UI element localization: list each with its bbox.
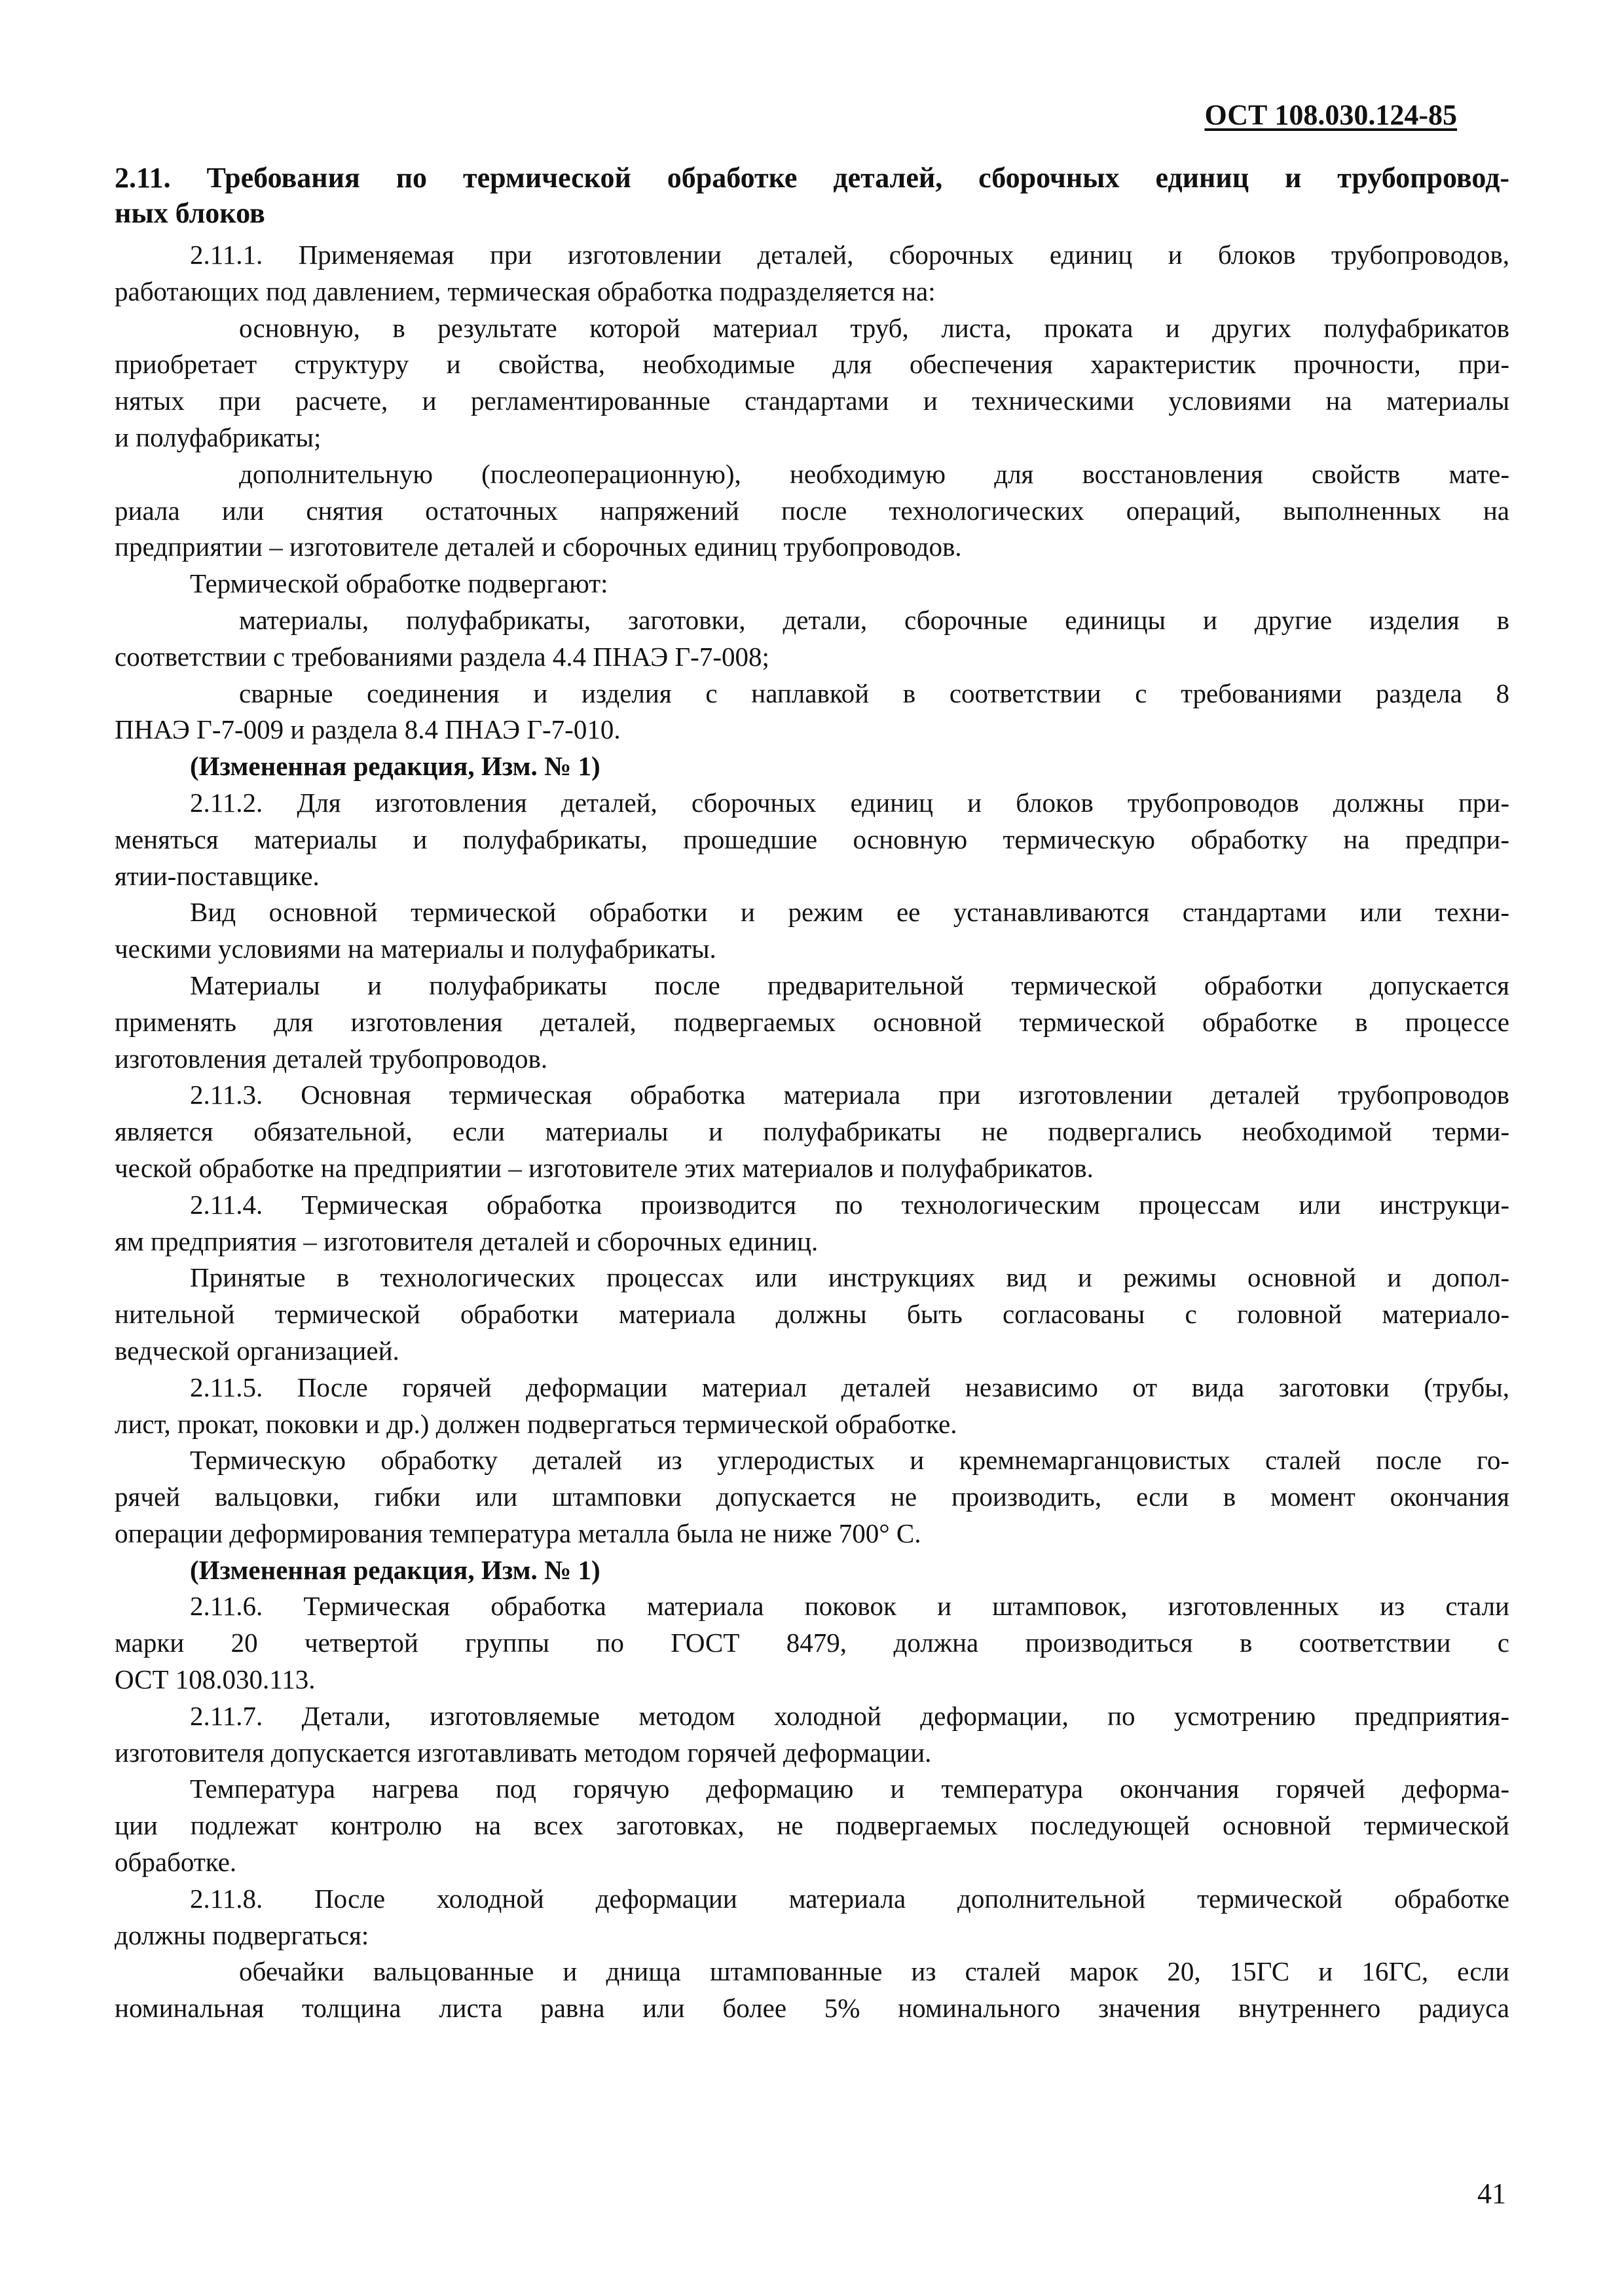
text-line: изготовителя допускается изготавливать методом горячей деформации. xyxy=(115,1737,932,1768)
text-line: ческой обработке на предприятии – изготовителе этих материалов и полуфабрикатов. xyxy=(115,1152,1094,1183)
section-heading-line-2: ных блоков xyxy=(115,197,265,229)
text-line: является обязательной, если материалы и полуфабрикаты не подвергались необходимой терми- xyxy=(115,1116,1509,1147)
text-line: 2.11.8. После холодной деформации материала дополнительной термической обработке xyxy=(190,1883,1509,1914)
text-line: рячей вальцовки, гибки или штамповки допускается не производить, если в момент окончания xyxy=(115,1482,1509,1512)
text-line: номинальная толщина листа равна или более 5% номинального значения внутреннего радиуса xyxy=(115,1993,1509,2024)
text-line: (Измененная редакция, Изм. № 1) xyxy=(190,751,600,782)
text-line: Вид основной термической обработки и режим ее устанавливаются стандартами или техни- xyxy=(190,897,1509,928)
text-line: сварные соединения и изделия с наплавкой в соответствии с требованиями раздела 8 xyxy=(239,678,1509,708)
text-line: нительной термической обработки материала должны быть согласованы с головной материало- xyxy=(115,1299,1509,1330)
section-heading-line-1: 2.11. Требования по термической обработке деталей, сборочных единиц и трубопровод- xyxy=(115,162,1509,194)
text-line: марки 20 четвертой группы по ГОСТ 8479, должна производиться в соответствии с xyxy=(115,1628,1509,1658)
text-line: нятых при расчете, и регламентированные стандартами и техническими условиями на материалы xyxy=(115,386,1509,416)
text-line: Принятые в технологических процессах или инструкциях вид и режимы основной и допол- xyxy=(190,1262,1509,1293)
text-line: ческими условиями на материалы и полуфабрикаты. xyxy=(115,934,716,964)
text-line: Температура нагрева под горячую деформацию и температура окончания горячей деформа- xyxy=(190,1774,1509,1804)
text-line: 2.11.5. После горячей деформации материал деталей независимо от вида заготовки (трубы, xyxy=(190,1372,1509,1402)
text-line: Термическую обработку деталей из углеродистых и кремнемарганцовистых сталей после го- xyxy=(190,1445,1509,1476)
section-heading xyxy=(115,160,1509,231)
text-line: приобретает структуру и свойства, необходимые для обеспечения характеристик прочности, при- xyxy=(115,349,1509,380)
text-line: (Измененная редакция, Изм. № 1) xyxy=(190,1554,600,1585)
text-line: 2.11.4. Термическая обработка производится по технологическим процессам или инструкци- xyxy=(190,1189,1509,1220)
text-line: обечайки вальцованные и днища штампованные из сталей марок 20, 15ГС и 16ГС, если xyxy=(239,1956,1509,1987)
text-line: лист, прокат, поковки и др.) должен подвергаться термической обработке. xyxy=(115,1408,957,1439)
text-line: применять для изготовления деталей, подвергаемых основной термической обработке в процессе xyxy=(115,1006,1509,1037)
text-line: соответствии с требованиями раздела 4.4 ПНАЭ Г-7-008; xyxy=(115,641,769,672)
text-line: изготовления деталей трубопроводов. xyxy=(115,1043,548,1074)
text-line: 2.11.2. Для изготовления деталей, сборочных единиц и блоков трубопроводов должны при- xyxy=(190,787,1509,818)
text-line: ведческой организацией. xyxy=(115,1335,399,1366)
text-line: ям предприятия – изготовителя деталей и сборочных единиц. xyxy=(115,1226,819,1256)
text-line: меняться материалы и полуфабрикаты, прошедшие основную термическую обработку на предпри- xyxy=(115,824,1509,854)
page-number: 41 xyxy=(1477,2178,1506,2210)
text-line: ятии-поставщике. xyxy=(115,860,320,891)
text-line: Материалы и полуфабрикаты после предварительной термической обработки допускается xyxy=(190,970,1509,1000)
text-line: ОСТ 108.030.113. xyxy=(115,1664,316,1695)
text-line: обработке. xyxy=(115,1847,237,1878)
text-line: 2.11.6. Термическая обработка материала поковок и штамповок, изготовленных из стали xyxy=(190,1591,1509,1622)
document-body xyxy=(115,237,1509,2027)
text-line: ции подлежат контролю на всех заготовках, не подвергаемых последующей основной термической xyxy=(115,1810,1509,1841)
text-line: операции деформирования температура металла была не ниже 700° С. xyxy=(115,1518,921,1548)
text-line: риала или снятия остаточных напряжений после технологических операций, выполненных на xyxy=(115,495,1509,526)
text-line: 2.11.3. Основная термическая обработка материала при изготовлении деталей трубопроводов xyxy=(190,1080,1509,1110)
text-line: и полуфабрикаты; xyxy=(115,422,322,452)
text-line: 2.11.1. Применяемая при изготовлении деталей, сборочных единиц и блоков трубопроводов, xyxy=(190,240,1509,270)
text-line: материалы, полуфабрикаты, заготовки, детали, сборочные единицы и другие изделия в xyxy=(239,604,1509,635)
text-line: работающих под давлением, термическая обработка подразделяется на: xyxy=(115,276,936,306)
text-line: ПНАЭ Г-7-009 и раздела 8.4 ПНАЭ Г-7-010. xyxy=(115,714,621,745)
text-line: 2.11.7. Детали, изготовляемые методом холодной деформации, по усмотрению предприятия- xyxy=(190,1700,1509,1731)
text-line: должны подвергаться: xyxy=(115,1920,369,1950)
document-code: ОСТ 108.030.124-85 xyxy=(1204,99,1457,131)
text-line: дополнительную (послеоперационную), необходимую для восстановления свойств мате- xyxy=(239,458,1509,489)
text-line: предприятии – изготовителе деталей и сборочных единиц трубопроводов. xyxy=(115,532,962,562)
text-line: основную, в результате которой материал труб, листа, проката и других полуфабрикатов xyxy=(239,312,1509,343)
text-line: Термической обработке подвергают: xyxy=(190,568,608,599)
